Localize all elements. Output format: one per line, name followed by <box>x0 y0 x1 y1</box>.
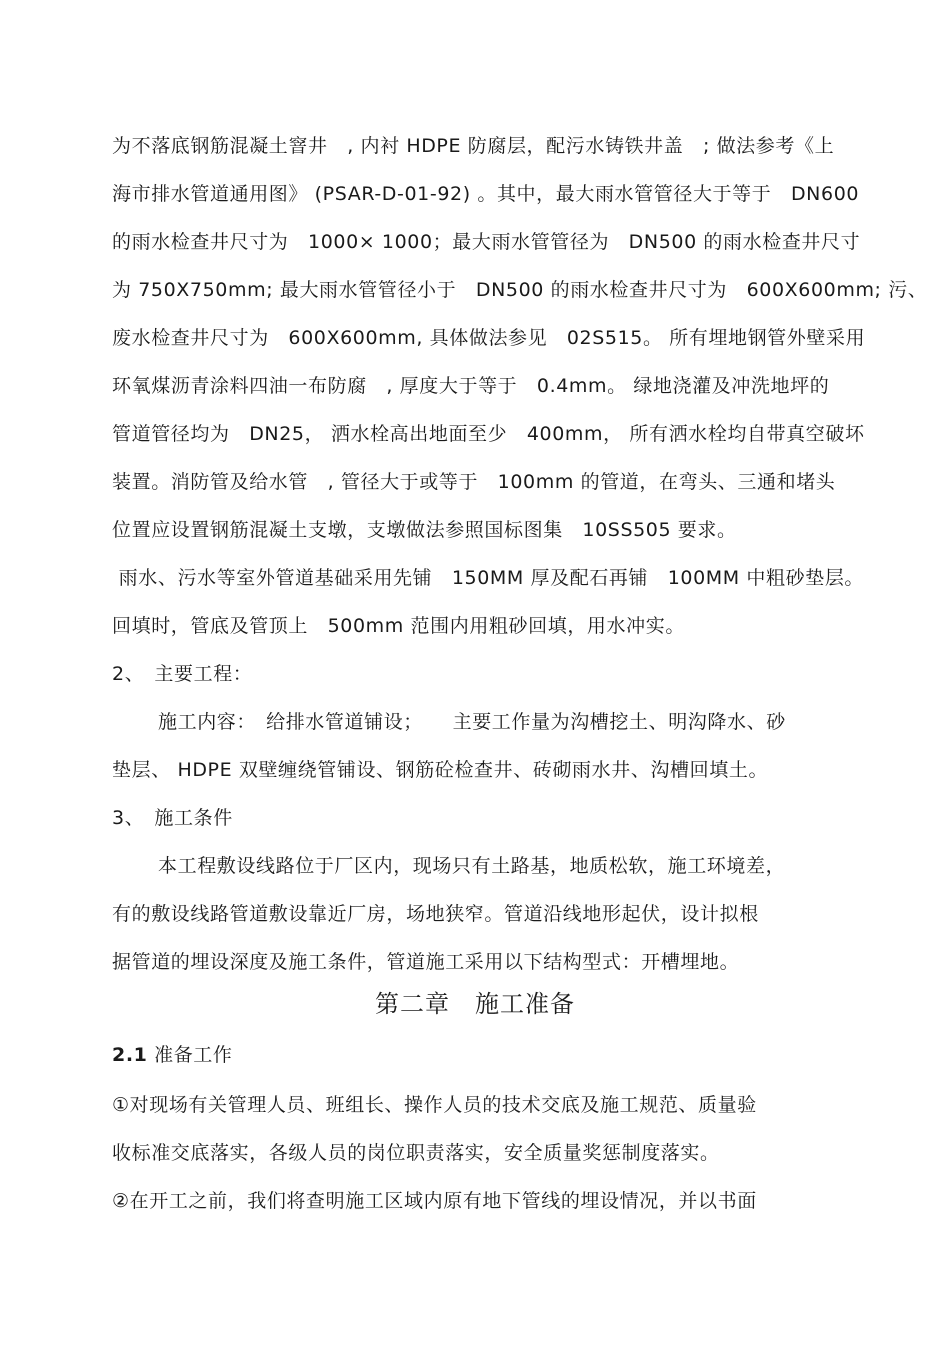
body-text-line: ②在开工之前，我们将查明施工区域内原有地下管线的埋设情况，并以书面 <box>112 1190 757 1212</box>
body-text-line: 的雨水检查井尺寸为 1000× 1000；最大雨水管管径为 DN500 的雨水检查井尺寸 <box>112 231 861 253</box>
body-text-line: 位置应设置钢筋混凝土支墩，支墩做法参照国标图集 10SS505 要求。 <box>112 519 737 541</box>
body-text-line: 废水检查井尺寸为 600X600mm, 具体做法参见 02S515。 所有埋地钢管外壁采用 <box>112 327 866 349</box>
body-text-line: 管道管径均为 DN25， 洒水栓高出地面至少 400mm， 所有洒水栓均自带真空破坏 <box>112 423 865 445</box>
body-text-line: 为 750X750mm; 最大雨水管管径小于 DN500 的雨水检查井尺寸为 600X600mm; 污、 <box>112 279 928 301</box>
body-text-line: 雨水、污水等室外管道基础采用先铺 150MM 厚及配石再铺 100MM 中粗砂垫层。 <box>112 567 865 589</box>
section-heading <box>112 1042 233 1068</box>
chapter-title: 第二章 施工准备 <box>375 990 575 1018</box>
body-text-line: 回填时，管底及管顶上 500mm 范围内用粗砂回填，用水冲实。 <box>112 615 685 637</box>
section-number: 2.1 <box>112 1044 148 1066</box>
body-text-line: 有的敷设线路管道敷设靠近厂房，场地狭窄。管道沿线地形起伏，设计拟根 <box>112 903 759 925</box>
list-item-heading: 2、 主要工程： <box>112 663 253 685</box>
body-text-line: 海市排水管道通用图》 (PSAR-D-01-92) 。其中，最大雨水管管径大于等于 DN600 <box>112 183 860 205</box>
body-text-line: 为不落底钢筋混凝土窨井 , 内衬 HDPE 防腐层，配污水铸铁井盖 ; 做法参考《上 <box>112 135 835 157</box>
body-text-line: 环氧煤沥青涂料四油一布防腐 , 厚度大于等于 0.4mm。 绿地浇灌及冲洗地坪的 <box>112 375 830 397</box>
body-text-line: 装置。消防管及给水管 , 管径大于或等于 100mm 的管道，在弯头、三通和堵头 <box>112 471 836 493</box>
list-item-heading: 3、 施工条件 <box>112 807 233 829</box>
body-text-line: 据管道的埋设深度及施工条件，管道施工采用以下结构型式：开槽埋地。 <box>112 951 740 973</box>
body-text-line: 施工内容： 给排水管道铺设； 主要工作量为沟槽挖土、明沟降水、砂 <box>158 711 786 733</box>
body-text-line: 垫层、 HDPE 双壁缠绕管铺设、钢筋砼检查井、砖砌雨水井、沟槽回填土。 <box>112 759 769 781</box>
body-text-line: 收标准交底落实，各级人员的岗位职责落实，安全质量奖惩制度落实。 <box>112 1142 720 1164</box>
section-title: 准备工作 <box>147 1044 233 1066</box>
body-text-line: 本工程敷设线路位于厂区内，现场只有土路基，地质松软，施工环境差， <box>158 855 786 877</box>
body-text-line: ①对现场有关管理人员、班组长、操作人员的技术交底及施工规范、质量验 <box>112 1094 757 1116</box>
